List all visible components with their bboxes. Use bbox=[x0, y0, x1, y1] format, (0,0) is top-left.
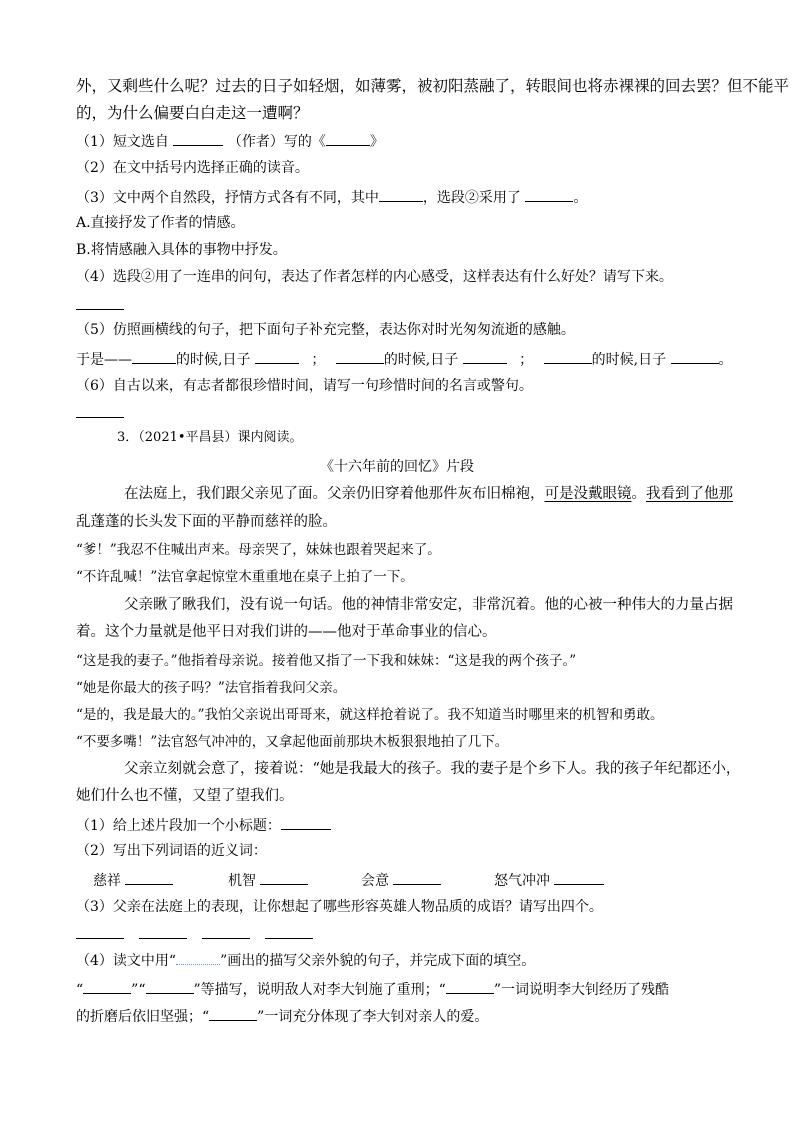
synonym-blank-3[interactable] bbox=[393, 869, 441, 885]
para-1-end: 。 bbox=[322, 514, 337, 530]
synonym-blank-2[interactable] bbox=[260, 869, 308, 885]
fill-start: 于是—— bbox=[76, 352, 132, 368]
passage-para-1-line-2 bbox=[76, 512, 337, 532]
fill-blank-2[interactable] bbox=[255, 348, 299, 364]
word-nuqichongchong: 怒气冲冲 bbox=[494, 873, 550, 889]
wavy-line-sample bbox=[176, 950, 220, 965]
s3-question-4-fill-2 bbox=[76, 1005, 488, 1027]
method-blank[interactable] bbox=[525, 186, 573, 202]
word-jizhi: 机智 bbox=[228, 873, 256, 889]
subtitle-blank[interactable] bbox=[281, 814, 331, 830]
fill-q4-blank-1[interactable] bbox=[83, 978, 131, 994]
s3-question-2: （2）写出下列词语的近义词： bbox=[76, 843, 267, 859]
question-1-suffix: 》 bbox=[369, 134, 384, 150]
title-blank[interactable] bbox=[326, 130, 370, 146]
word-cixiang: 慈祥 bbox=[93, 873, 121, 889]
synonym-word-1 bbox=[93, 869, 173, 891]
answer-line-q4[interactable] bbox=[76, 309, 124, 310]
quote-open-1: “ bbox=[76, 982, 84, 998]
question-3-prefix: （3）文中两个自然段，抒情方式各有不同，其中 bbox=[76, 190, 379, 206]
fill-semicolon-2: ； bbox=[519, 352, 534, 368]
question-5-fill bbox=[76, 348, 733, 370]
idiom-blank-2[interactable] bbox=[139, 938, 187, 939]
option-a: A.直接抒发了作者的情感。 bbox=[76, 215, 245, 231]
word-huiyi: 会意 bbox=[361, 873, 389, 889]
question-5: （5）仿照画横线的句子，把下面句子补充完整，表达你对时光匆匆流逝的感触。 bbox=[76, 322, 575, 338]
fill-q4-text-2: ”一词说明李大钊经历了残酷 bbox=[493, 982, 669, 998]
synonym-word-4 bbox=[494, 869, 604, 891]
section-3-heading: 3．（2021•平昌县）课内阅读。 bbox=[117, 430, 303, 445]
dialogue-line-6: “不要多嘴！”法官怒气冲冲的，又拿起他面前那块木板狠狠地拍了几下。 bbox=[76, 734, 509, 750]
intro-line-1: 外，又剩些什么呢？过去的日子如轻烟，如薄雾，被初阳蒸融了，转眼间也将赤裸裸的回去罢？但不能平 bbox=[76, 77, 790, 95]
fill-q4-blank-2[interactable] bbox=[146, 978, 194, 994]
idiom-blank-4[interactable] bbox=[265, 938, 313, 939]
idiom-blank-1[interactable] bbox=[76, 938, 124, 939]
question-3-suffix: 。 bbox=[573, 190, 588, 206]
fill-blank-1[interactable] bbox=[132, 348, 176, 364]
dialogue-line-5: “是的，我是最大的。”我怕父亲说出哥哥来，就这样抢着说了。我不知道当时哪里来的机智和勇敢。 bbox=[76, 707, 664, 723]
fill-blank-4[interactable] bbox=[463, 348, 507, 364]
synonym-word-2 bbox=[228, 869, 308, 891]
s3-question-4-fill-1 bbox=[76, 978, 669, 1000]
quote-mid-1: ”“ bbox=[131, 982, 146, 998]
s3-question-4-prefix: （4）读文中用“ bbox=[76, 953, 177, 969]
dialogue-line-2: “不许乱喊！”法官拿起惊堂木重重地在桌子上拍了一下。 bbox=[76, 569, 414, 585]
fill-text-1: 的时候,日子 bbox=[176, 352, 251, 368]
question-4: （4）选段②用了一连串的问句，表达了作者怎样的内心感受，这样表达有什么好处？请写下来。 bbox=[76, 269, 673, 285]
passage-para-3-line-2: 她们什么也不懂，又望了望我们。 bbox=[76, 788, 294, 804]
s3-question-1-text: （1）给上述片段加一个小标题： bbox=[76, 818, 281, 834]
s3-question-4 bbox=[76, 950, 535, 971]
dialogue-line-3: “这是我的妻子。”他指着母亲说。接着他又指了一下我和妹妹：“这是我的两个孩子。” bbox=[76, 653, 577, 669]
dialogue-line-4: “她是你最大的孩子吗？”法官指着我问父亲。 bbox=[76, 680, 347, 696]
fill-q4-blank-4[interactable] bbox=[209, 1005, 257, 1021]
paragraph-blank[interactable] bbox=[379, 186, 423, 202]
answer-line-q6[interactable] bbox=[76, 417, 124, 418]
s3-question-3: （3）父亲在法庭上的表现，让你想起了哪些形容英雄人物品质的成语？请写出四个。 bbox=[76, 899, 603, 915]
synonym-word-3 bbox=[361, 869, 441, 891]
fill-q4-text-4: ”一词充分体现了李大钊对亲人的爱。 bbox=[257, 1009, 489, 1025]
fill-blank-6[interactable] bbox=[671, 348, 719, 364]
synonym-blank-1[interactable] bbox=[125, 869, 173, 885]
fill-blank-5[interactable] bbox=[544, 348, 592, 364]
fill-end: 。 bbox=[718, 352, 733, 368]
intro-line-2: 的，为什么偏要白白走这一遭啊？ bbox=[76, 104, 309, 122]
underlined-no-glasses: 可是没戴眼镜 bbox=[544, 486, 632, 502]
question-1 bbox=[76, 130, 384, 152]
passage-para-2-line-1: 父亲瞅了瞅我们，没有说一句话。他的神情非常安定，非常沉着。他的心被一种伟大的力量占据 bbox=[124, 597, 733, 613]
fill-q4-text-3: 的折磨后依旧坚强；“ bbox=[76, 1009, 210, 1025]
para-1-text-a: 在法庭上，我们跟父亲见了面。父亲仍旧穿着他那件灰布旧棉袍， bbox=[124, 486, 545, 502]
question-2: （2）在文中括号内选择正确的读音。 bbox=[76, 160, 309, 176]
s3-question-4-suffix: ”画出的描写父亲外貌的句子，并完成下面的填空。 bbox=[220, 953, 536, 969]
fill-text-2: 的时候,日子 bbox=[383, 352, 459, 368]
fill-semicolon-1: ； bbox=[311, 352, 326, 368]
idiom-blank-3[interactable] bbox=[202, 938, 250, 939]
underlined-i-saw: 我看到了他那 bbox=[646, 486, 733, 502]
question-1-middle: （作者）写的《 bbox=[227, 134, 326, 150]
dialogue-line-1: “爹！”我忍不住喊出声来。母亲哭了，妹妹也跟着哭起来了。 bbox=[76, 542, 441, 558]
passage-para-3-line-1: 父亲立刻就会意了，接着说：“她是我最大的孩子。我的妻子是个乡下人。我的孩子年纪都还小， bbox=[124, 761, 741, 777]
fill-text-3: 的时候,日子 bbox=[591, 352, 667, 368]
author-blank[interactable] bbox=[173, 130, 223, 146]
passage-para-1-line-1 bbox=[124, 484, 733, 504]
passage-para-2-line-2: 着。这个力量就是他平日对我们讲的——他对于革命事业的信心。 bbox=[76, 624, 497, 640]
fill-blank-3[interactable] bbox=[336, 348, 384, 364]
question-3 bbox=[76, 186, 587, 208]
question-1-prefix: （1）短文选自 bbox=[76, 134, 169, 150]
question-6: （6）自古以来，有志者都很珍惜时间，请写一句珍惜时间的名言或警句。 bbox=[76, 378, 533, 394]
s3-question-1 bbox=[76, 814, 331, 836]
para-1-text-e: 乱蓬蓬的长头发下面的平静而慈祥的脸 bbox=[76, 514, 323, 530]
fill-q4-text-1: ”等描写，说明敌人对李大钊施了重刑；“ bbox=[193, 982, 446, 998]
fill-q4-blank-3[interactable] bbox=[446, 978, 494, 994]
question-3-middle: ，选段②采用了 bbox=[422, 190, 521, 206]
option-b: B.将情感融入具体的事物中抒发。 bbox=[76, 242, 287, 258]
passage-title: 《十六年前的回忆》片段 bbox=[320, 459, 474, 475]
synonym-blank-4[interactable] bbox=[554, 869, 604, 885]
para-1-period: 。 bbox=[631, 486, 646, 502]
